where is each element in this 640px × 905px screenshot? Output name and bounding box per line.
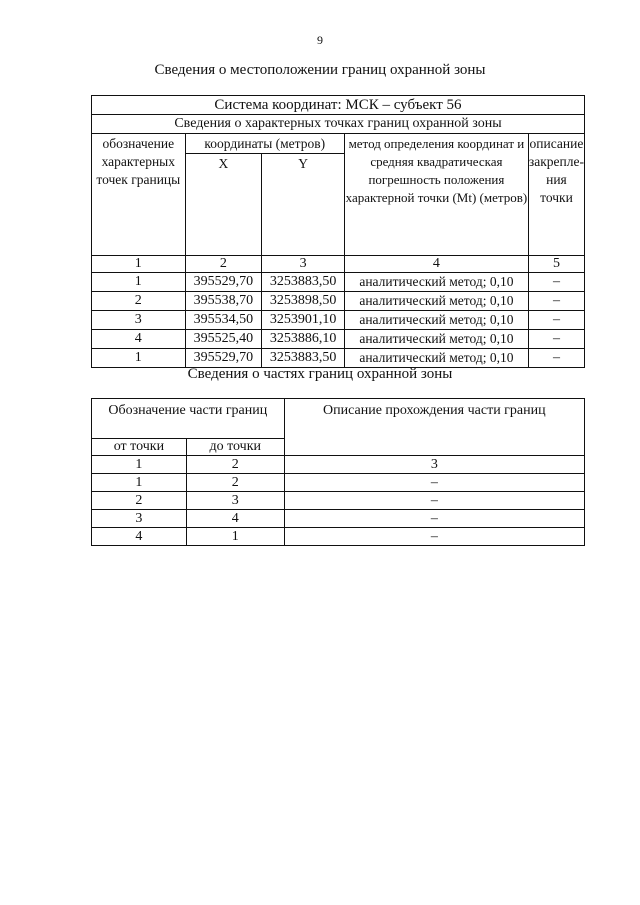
- description-cell: –: [528, 292, 584, 311]
- header-part-designation: Обозначение части границ: [92, 399, 285, 439]
- passage-description-cell: –: [284, 492, 584, 510]
- y-cell: 3253883,50: [262, 273, 345, 292]
- y-cell: 3253898,50: [262, 292, 345, 311]
- table-row: [92, 474, 585, 492]
- header-method: метод определения координат и средняя квадратическая погрешность положения характерной точки (Mt) (метров): [344, 134, 528, 256]
- table-header-row: [92, 134, 585, 154]
- column-number: 4: [344, 256, 528, 273]
- table-row: [92, 292, 585, 311]
- header-passage-description: Описание прохождения части границ: [284, 399, 584, 456]
- column-number: 1: [92, 256, 186, 273]
- description-cell: –: [528, 311, 584, 330]
- header-y: Y: [262, 154, 345, 256]
- point-cell: 1: [92, 273, 186, 292]
- section-title-boundary-location: Сведения о местоположении границ охранной зоны: [154, 62, 486, 78]
- header-x: X: [185, 154, 262, 256]
- method-cell: аналитический метод; 0,10: [344, 311, 528, 330]
- method-cell: аналитический метод; 0,10: [344, 349, 528, 368]
- header-from-point: от точки: [92, 439, 187, 456]
- x-cell: 395529,70: [185, 273, 262, 292]
- table-row: [92, 115, 585, 134]
- y-cell: 3253883,50: [262, 349, 345, 368]
- from-point-cell: 4: [92, 528, 187, 546]
- method-cell: аналитический метод; 0,10: [344, 330, 528, 349]
- point-cell: 1: [92, 349, 186, 368]
- passage-description-cell: –: [284, 510, 584, 528]
- column-number: 3: [284, 456, 584, 474]
- from-point-cell: 3: [92, 510, 187, 528]
- from-point-cell: 1: [92, 474, 187, 492]
- description-cell: –: [528, 273, 584, 292]
- y-cell: 3253886,10: [262, 330, 345, 349]
- passage-description-cell: –: [284, 474, 584, 492]
- column-number: 3: [262, 256, 345, 273]
- header-description: описание закрепле-ния точки: [528, 134, 584, 256]
- point-cell: 4: [92, 330, 186, 349]
- to-point-cell: 1: [186, 528, 284, 546]
- passage-description-cell: –: [284, 528, 584, 546]
- header-designation: обозначение характерных точек границы: [92, 134, 186, 256]
- table-row: [92, 349, 585, 368]
- table-row: [92, 528, 585, 546]
- y-cell: 3253901,10: [262, 311, 345, 330]
- point-cell: 2: [92, 292, 186, 311]
- to-point-cell: 4: [186, 510, 284, 528]
- x-cell: 395525,40: [185, 330, 262, 349]
- x-cell: 395534,50: [185, 311, 262, 330]
- to-point-cell: 2: [186, 474, 284, 492]
- column-number: 5: [528, 256, 584, 273]
- boundary-parts-table: [91, 398, 585, 546]
- table-row: [92, 510, 585, 528]
- description-cell: –: [528, 349, 584, 368]
- table-row: [92, 273, 585, 292]
- column-number: 1: [92, 456, 187, 474]
- from-point-cell: 2: [92, 492, 187, 510]
- table-subtitle: Сведения о характерных точках границ охранной зоны: [92, 115, 585, 134]
- section-title-boundary-parts: Сведения о частях границ охранной зоны: [187, 366, 453, 382]
- table-header-row: [92, 399, 585, 439]
- boundary-points-table: [91, 95, 585, 368]
- method-cell: аналитический метод; 0,10: [344, 292, 528, 311]
- column-number-row: [92, 456, 585, 474]
- x-cell: 395538,70: [185, 292, 262, 311]
- description-cell: –: [528, 330, 584, 349]
- to-point-cell: 3: [186, 492, 284, 510]
- x-cell: 395529,70: [185, 349, 262, 368]
- header-to-point: до точки: [186, 439, 284, 456]
- page-number: 9: [317, 33, 323, 47]
- method-cell: аналитический метод; 0,10: [344, 273, 528, 292]
- coordinate-system-cell: Система координат: МСК – субъект 56: [92, 96, 585, 115]
- column-number: 2: [186, 456, 284, 474]
- point-cell: 3: [92, 311, 186, 330]
- table-row: [92, 330, 585, 349]
- column-number-row: [92, 256, 585, 273]
- table-row: [92, 311, 585, 330]
- table-row: [92, 492, 585, 510]
- table-row: [92, 96, 585, 115]
- column-number: 2: [185, 256, 262, 273]
- header-coordinates: координаты (метров): [185, 134, 344, 154]
